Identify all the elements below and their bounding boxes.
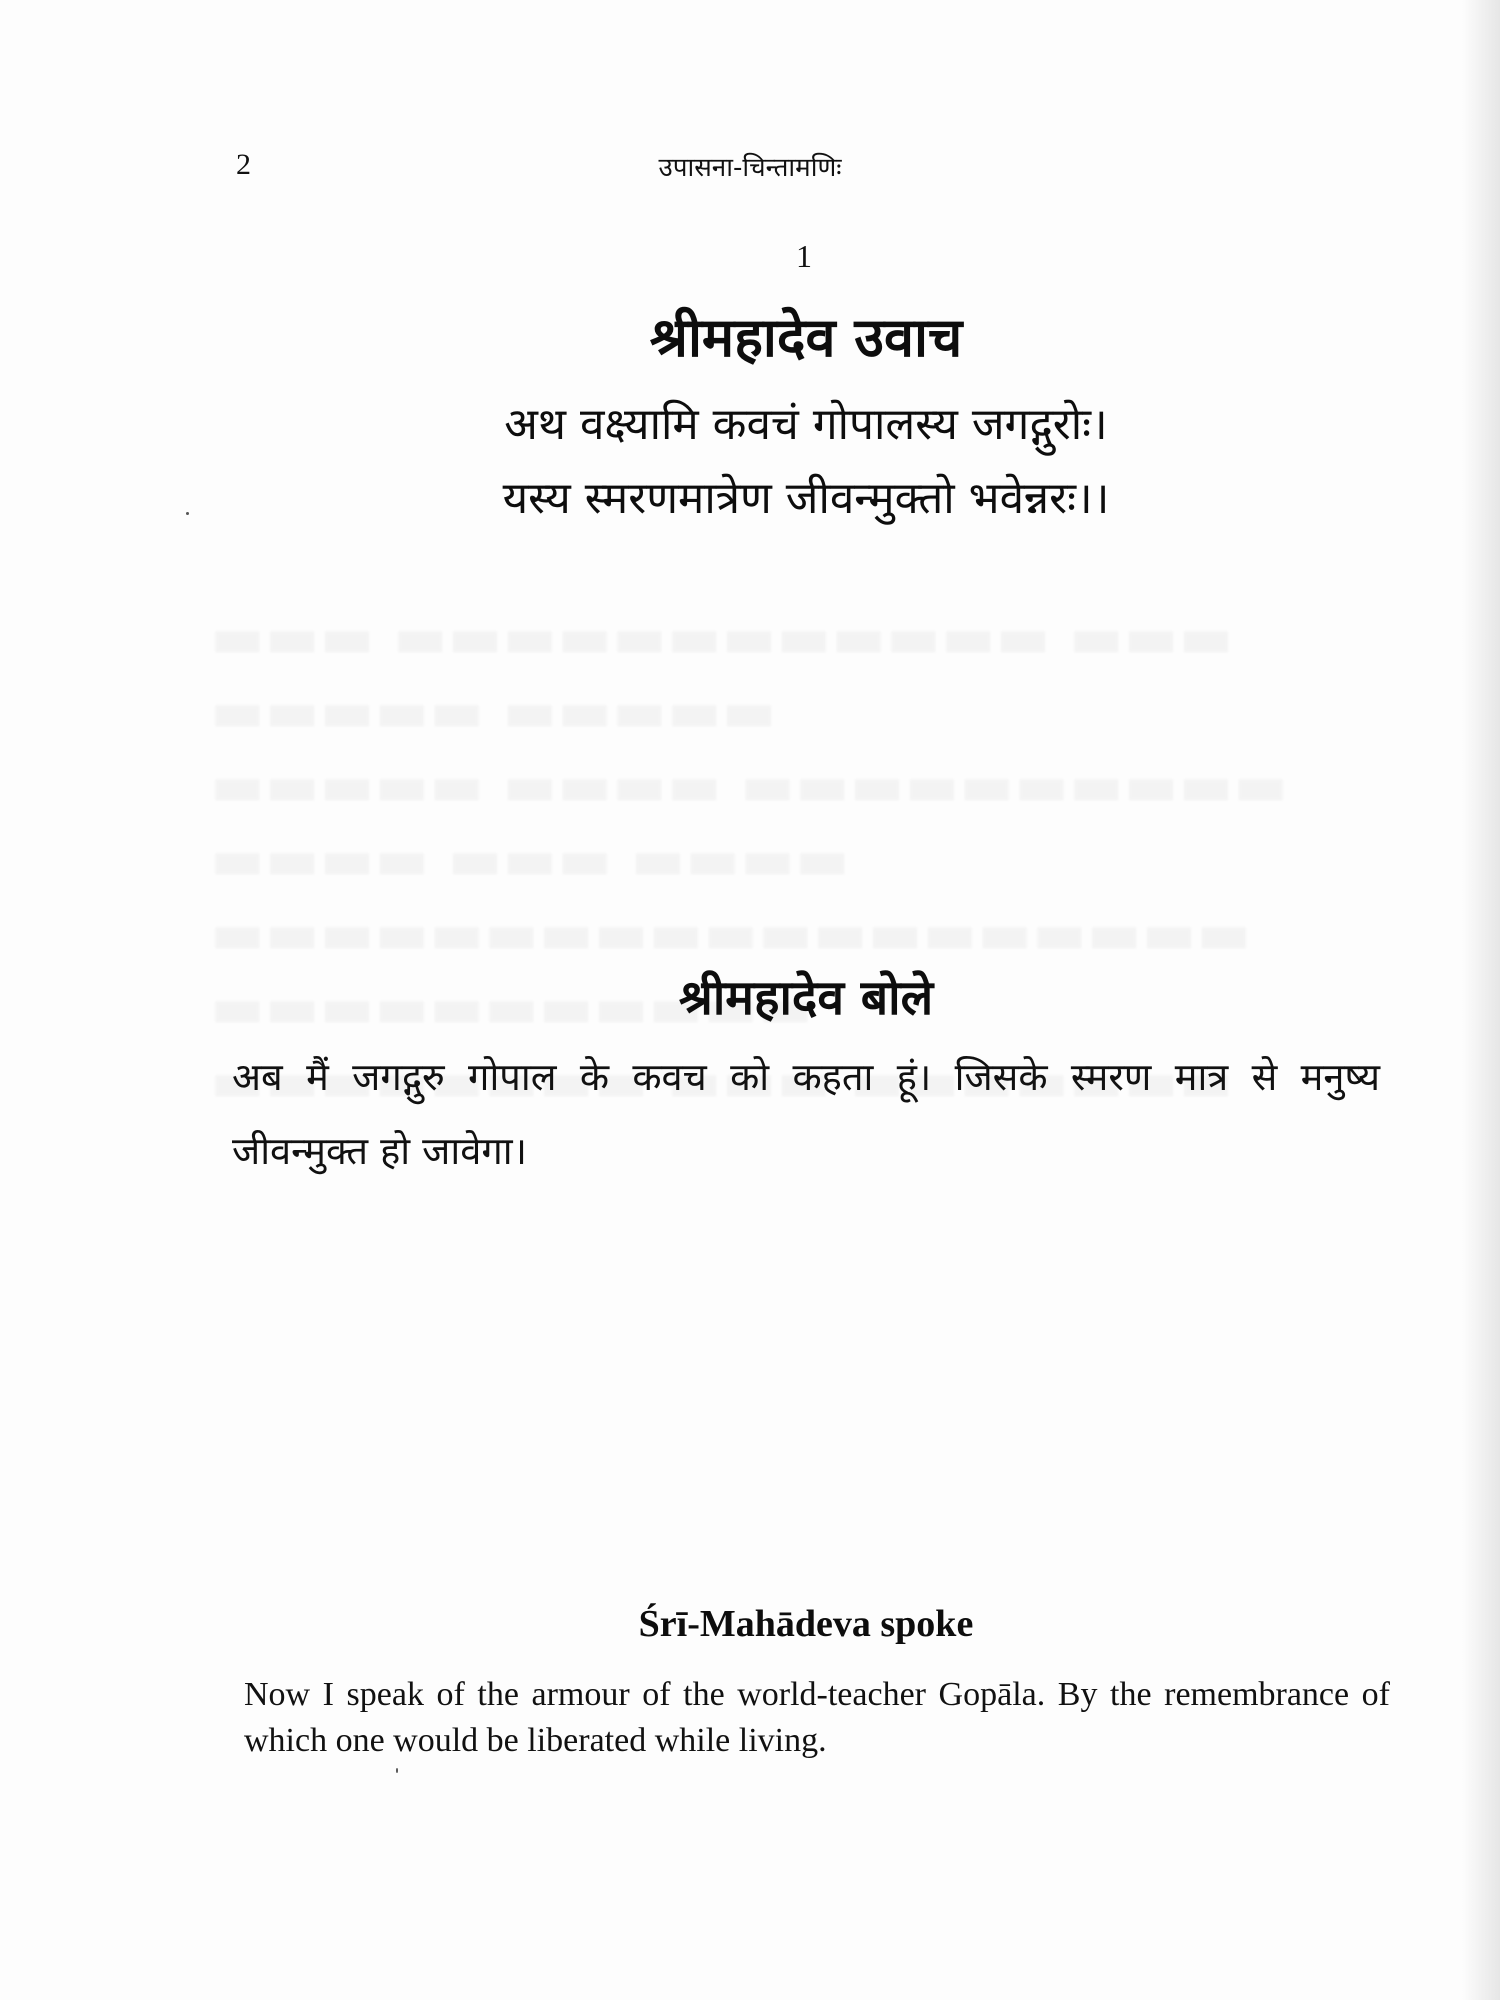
hindi-translation: अब मैं जगद्गुरु गोपाल के कवच को कहता हूं। जिसके स्मरण मात्र से मनुष्य जीवन्मुक्त हो जावेगा। (232, 1055, 1380, 1173)
hindi-heading: श्रीमहादेव बोले (678, 970, 934, 1026)
english-heading: Śrī-Mahādeva spoke (638, 1603, 974, 1645)
english-translation: Now I speak of the armour of the world-teacher Gopāla. By the remembrance of which one would be liberated while living. (244, 1676, 1390, 1759)
running-title: उपासना-चिन्तामणिः (658, 153, 842, 183)
sanskrit-heading: श्रीमहादेव उवाच (649, 306, 963, 369)
print-speck (186, 512, 189, 515)
verse-line-1: अथ वक्ष्यामि कवचं गोपालस्य जगद्गुरोः। (504, 399, 1108, 450)
page-number: 2 (236, 148, 251, 181)
verse-line-2: यस्य स्मरणमात्रेण जीवन्मुक्तो भवेन्नरः।। (502, 473, 1110, 524)
print-speck (396, 1768, 398, 1773)
verse-number: 1 (796, 238, 812, 274)
